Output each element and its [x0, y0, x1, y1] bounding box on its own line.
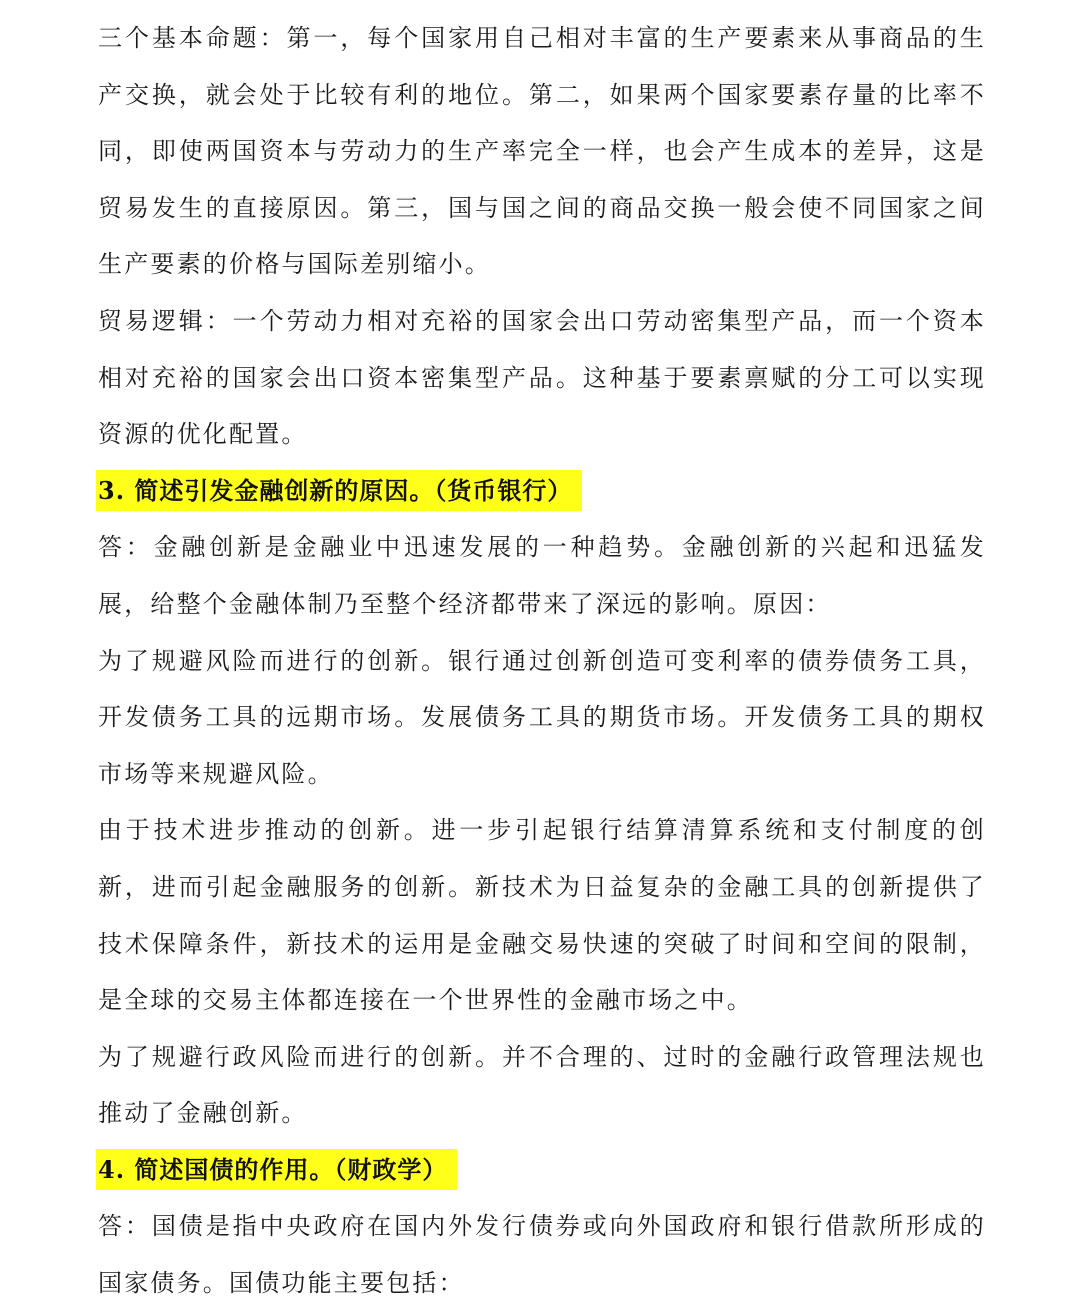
answer-4-intro: 答：国债是指中央政府在国内外发行债券或向外国政府和银行借款所形成的国家债务。国债功能主要包括：: [98, 1212, 986, 1298]
answer-3-reason-administrative: 为了规避行政风险而进行的创新。并不合理的、过时的金融行政管理法规也推动了金融创新。: [98, 1042, 986, 1128]
question-3-heading: [98, 463, 986, 520]
paragraph-trade-logic: 贸易逻辑：一个劳动力相对充裕的国家会出口劳动密集型产品，而一个资本相对充裕的国家会出口资本密集型产品。这种基于要素禀赋的分工可以实现资源的优化配置。: [98, 306, 986, 449]
question-4-highlight: 4. 简述国债的作用。（财政学）: [96, 1149, 457, 1190]
document-body: [98, 10, 986, 1312]
answer-3-reason-technology: 由于技术进步推动的创新。进一步引起银行结算清算系统和支付制度的创新，进而引起金融服务的创新。新技术为日益复杂的金融工具的创新提供了技术保障条件，新技术的运用是金融交易快速的突破了时间和空间的限制，是全球的交易主体都连接在一个世界性的金融市场之中。: [98, 816, 986, 1015]
question-4-heading: [98, 1142, 986, 1199]
answer-3-reason-risk: 为了规避风险而进行的创新。银行通过创新创造可变利率的债券债务工具，开发债务工具的远期市场。发展债务工具的期货市场。开发债务工具的期权市场等来规避风险。: [98, 646, 986, 788]
paragraph-basic-propositions: 三个基本命题：第一，每个国家用自己相对丰富的生产要素来从事商品的生产交换，就会处于比较有利的地位。第二，如果两个国家要素存量的比率不同，即使两国资本与劳动力的生产率完全一样，也会产生成本的差异，这是贸易发生的直接原因。第三，国与国之间的商品交换一般会使不同国家之间生产要素的价格与国际差别缩小。: [98, 24, 986, 279]
answer-3-intro: 答：金融创新是金融业中迅速发展的一种趋势。金融创新的兴起和迅猛发展，给整个金融体制乃至整个经济都带来了深远的影响。原因：: [98, 533, 986, 618]
question-3-highlight: 3. 简述引发金融创新的原因。（货币银行）: [96, 470, 582, 511]
